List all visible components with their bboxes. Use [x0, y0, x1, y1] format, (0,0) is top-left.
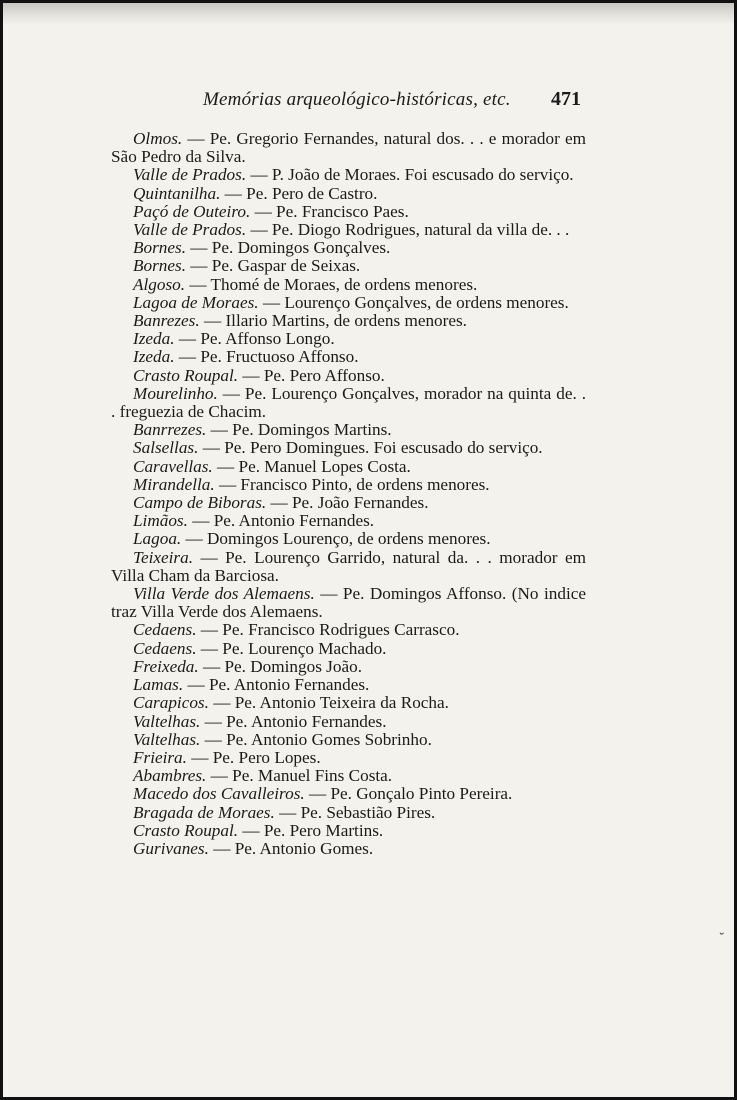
place-name: Quintanilha. [133, 183, 221, 203]
entry-text: — Pe. Domingos Martins. [206, 420, 392, 440]
list-item [111, 676, 586, 694]
place-name: Banrezes. [133, 311, 200, 331]
place-name: Algoso. [133, 274, 186, 294]
list-item [111, 749, 586, 767]
list-item [111, 640, 586, 658]
place-name: Frieira. [133, 747, 187, 767]
place-name: Villa Verde dos Alemaens. [133, 584, 315, 604]
entry-text: — Pe. Antonio Fernandes. [183, 675, 370, 695]
entry-text: — Pe. Gregorio Fernandes, natural dos. . . e morador em São Pedro da Silva. [111, 129, 586, 167]
entry-text: — Pe. Pero Martins. [238, 820, 384, 840]
entry-text: — Thomé de Moraes, de ordens menores. [185, 274, 478, 294]
entry-text: — Francisco Pinto, de ordens menores. [214, 474, 490, 494]
place-name: Valtelhas. [133, 711, 201, 731]
entry-text: — Pe. Antonio Teixeira da Rocha. [208, 693, 449, 713]
list-item [111, 713, 586, 731]
place-name: Limãos. [133, 511, 188, 531]
list-item [111, 512, 586, 530]
entry-text: — Pe. Manuel Fins Costa. [206, 766, 393, 786]
entries-list [111, 130, 586, 858]
entry-text: — Pe. Antonio Gomes. [208, 838, 374, 858]
entry-text: — Pe. Domingos João. [198, 656, 362, 676]
list-item [111, 130, 586, 166]
place-name: Salsellas. [133, 438, 199, 458]
list-item [111, 294, 586, 312]
list-item [111, 458, 586, 476]
entry-text: — Pe. Pero Affonso. [238, 365, 385, 385]
page-number: 471 [551, 88, 581, 110]
place-name: Lamas. [133, 675, 184, 695]
place-name: Izeda. [133, 329, 175, 349]
entry-text: — Pe. Diogo Rodrigues, natural da villa de. . . [246, 220, 570, 240]
list-item [111, 166, 586, 184]
entry-text: — Pe. Antonio Fernandes. [187, 511, 375, 531]
place-name: Bragada de Moraes. [133, 802, 275, 822]
entry-text: — Illario Martins, de ordens menores. [199, 311, 467, 331]
list-item [111, 185, 586, 203]
place-name: Lagoa. [133, 529, 182, 549]
entry-text: — Pe. Domingos Gonçalves. [186, 238, 391, 258]
list-item [111, 367, 586, 385]
list-item [111, 221, 586, 239]
list-item [111, 530, 586, 548]
entry-text: — Pe. Lourenço Garrido, natural da. . . morador em Villa Cham da Barciosa. [111, 547, 586, 585]
place-name: Mourelinho. [133, 383, 218, 403]
entry-text: — Lourenço Gonçalves, de ordens menores. [258, 292, 569, 312]
place-name: Valle de Prados. [133, 220, 247, 240]
list-item [111, 694, 586, 712]
place-name: Campo de Biboras. [133, 493, 267, 513]
place-name: Freixeda. [133, 656, 199, 676]
list-item [111, 312, 586, 330]
entry-text: — Pe. Pero Domingues. Foi escusado do serviço. [198, 438, 543, 458]
place-name: Cedaens. [133, 620, 197, 640]
place-name: Valle de Prados. [133, 165, 247, 185]
place-name: Crasto Roupal. [133, 365, 239, 385]
list-item [111, 330, 586, 348]
list-item [111, 585, 586, 621]
list-item [111, 840, 586, 858]
place-name: Cedaens. [133, 638, 197, 658]
place-name: Olmos. [133, 129, 183, 148]
list-item [111, 203, 586, 221]
entry-text: — Pe. Francisco Rodrigues Carrasco. [196, 620, 460, 640]
entry-text: — Domingos Lourenço, de ordens menores. [181, 529, 491, 549]
list-item [111, 785, 586, 803]
place-name: Crasto Roupal. [133, 820, 239, 840]
list-item [111, 385, 586, 421]
list-item [111, 731, 586, 749]
list-item [111, 348, 586, 366]
entry-text: — Pe. Gaspar de Seixas. [186, 256, 361, 276]
margin-mark: ˘ [719, 931, 724, 946]
place-name: Carapicos. [133, 693, 209, 713]
page-header [111, 89, 581, 117]
place-name: Bornes. [133, 256, 186, 276]
list-item [111, 804, 586, 822]
entry-text: — Pe. Domingos Affonso. (No indice traz Villa Verde dos Alemaens. [111, 584, 586, 622]
place-name: Caravellas. [133, 456, 213, 476]
place-name: Macedo dos Cavalleiros. [133, 784, 305, 804]
place-name: Izeda. [133, 347, 175, 367]
entry-text: — P. João de Moraes. Foi escusado do serviço. [246, 165, 574, 185]
entry-text: — Pe. Pero Lopes. [186, 747, 321, 767]
list-item [111, 421, 586, 439]
place-name: Paçó de Outeiro. [133, 201, 251, 221]
list-item [111, 658, 586, 676]
entry-text: — Pe. Pero de Castro. [220, 183, 378, 203]
place-name: Teixeira. [133, 547, 193, 567]
place-name: Lagoa de Moraes. [133, 292, 259, 312]
entry-text: — Pe. Francisco Paes. [250, 201, 409, 221]
place-name: Mirandella. [133, 474, 215, 494]
list-item [111, 822, 586, 840]
entry-text: — Pe. Manuel Lopes Costa. [212, 456, 411, 476]
place-name: Bornes. [133, 238, 186, 258]
place-name: Abambres. [133, 766, 207, 786]
entry-text: — Pe. Affonso Longo. [174, 329, 335, 349]
list-item [111, 276, 586, 294]
place-name: Banrrezes. [133, 420, 207, 440]
entry-text: — Pe. Gonçalo Pinto Pereira. [304, 784, 513, 804]
place-name: Valtelhas. [133, 729, 201, 749]
entry-text: — Pe. Sebastião Pires. [274, 802, 436, 822]
list-item [111, 494, 586, 512]
list-item [111, 549, 586, 585]
entry-text: — Pe. Antonio Gomes Sobrinho. [200, 729, 432, 749]
running-title: Memórias arqueológico-históricas, etc. [203, 89, 511, 110]
entry-text: — Pe. Lourenço Machado. [196, 638, 387, 658]
place-name: Gurivanes. [133, 838, 209, 858]
list-item [111, 239, 586, 257]
list-item [111, 767, 586, 785]
list-item [111, 476, 586, 494]
entry-text: — Pe. Lourenço Gonçalves, morador na quinta de. . . freguezia de Chacim. [111, 383, 586, 422]
list-item [111, 439, 586, 457]
entry-text: — Pe. Antonio Fernandes. [200, 711, 387, 731]
entry-text: — Pe. Fructuoso Affonso. [174, 347, 359, 367]
list-item [111, 621, 586, 639]
entry-text: — Pe. João Fernandes. [266, 493, 429, 513]
list-item [111, 257, 586, 275]
